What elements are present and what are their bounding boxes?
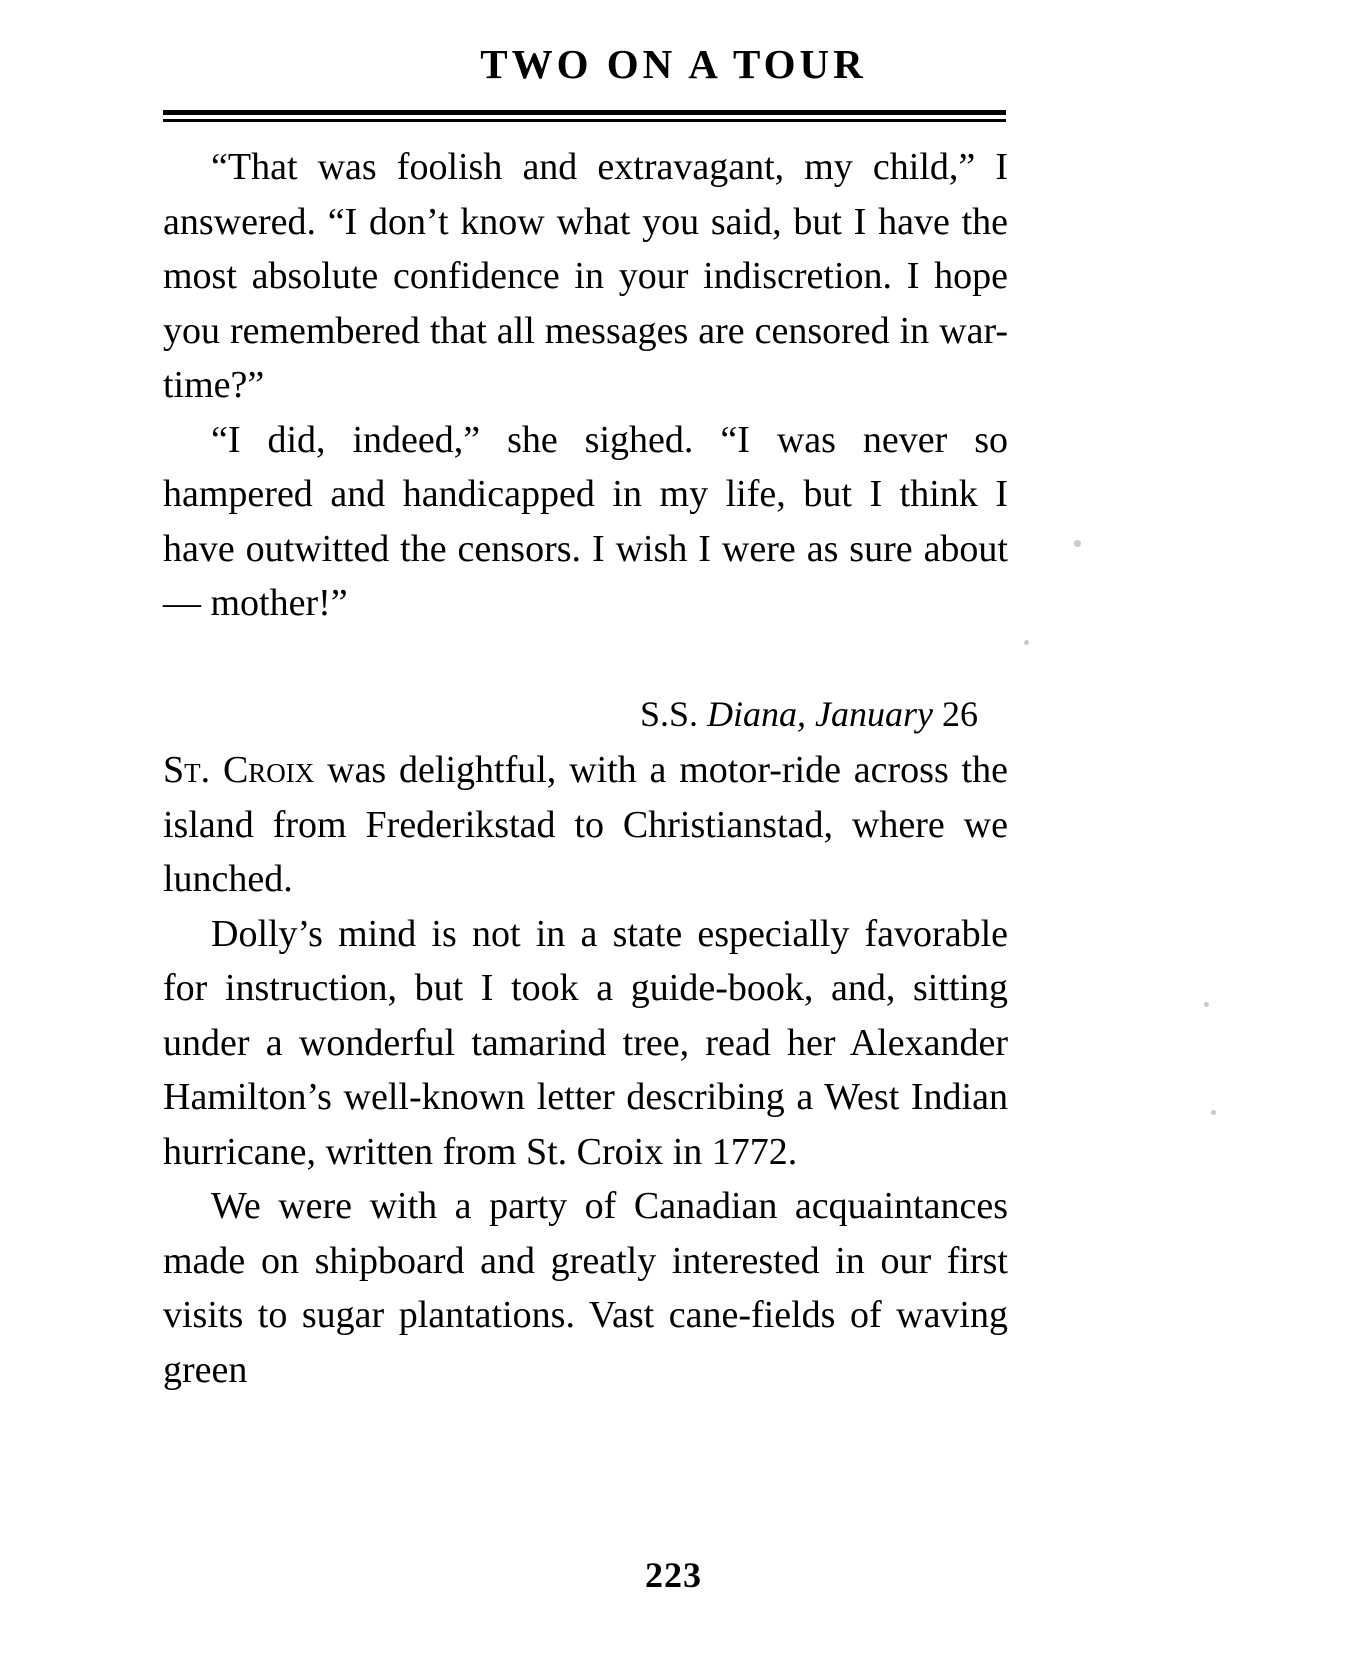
paragraph: Dolly’s mind is not in a state especially favorable for instruction, but I took a guide-book, and, sitting under a wonderful tamarind tree, read her Alexander Hamilton’s well-known letter describing a West Indian hurricane, written from St. Croix in 1772. xyxy=(163,912,1008,1173)
paragraph: “I did, indeed,” she sighed. “I was never so hampered and handicapped in my life, but I think I have outwitted the censors. I wish I were as sure about — mother!” xyxy=(163,418,1008,624)
paragraph-rest: was delightful, with a motor-ride across the island from Frederikstad to Christianstad, where we lunched. xyxy=(163,749,1008,900)
small-caps-lead: St. Croix xyxy=(163,749,315,791)
dateline-prefix: S.S. xyxy=(639,693,708,734)
page-number: 223 xyxy=(645,1555,702,1595)
dateline xyxy=(163,631,1008,744)
paper-speck xyxy=(1204,1002,1209,1007)
paragraph: We were with a party of Canadian acquaintances made on shipboard and greatly interested in our first visits to sugar plantations. Vast cane-fields of waving green xyxy=(163,1185,1008,1391)
paper-speck xyxy=(1024,640,1029,645)
body-text xyxy=(163,140,1008,1397)
dateline-suffix: 26 xyxy=(942,693,978,734)
paper-speck xyxy=(1211,1110,1216,1115)
running-head: TWO ON A TOUR xyxy=(480,41,867,87)
header-rule-thin xyxy=(163,119,1006,122)
paragraph-section-opening xyxy=(163,743,1008,907)
dateline-italic: Diana, January xyxy=(707,693,942,734)
paragraph: “That was foolish and extravagant, my child,” I answered. “I don’t know what you said, but I have the most absolute confidence in your indiscretion. I hope you remembered that all messages are censored in war-time?” xyxy=(163,146,1008,406)
header-rule xyxy=(163,110,1006,122)
paper-speck xyxy=(1074,540,1081,547)
